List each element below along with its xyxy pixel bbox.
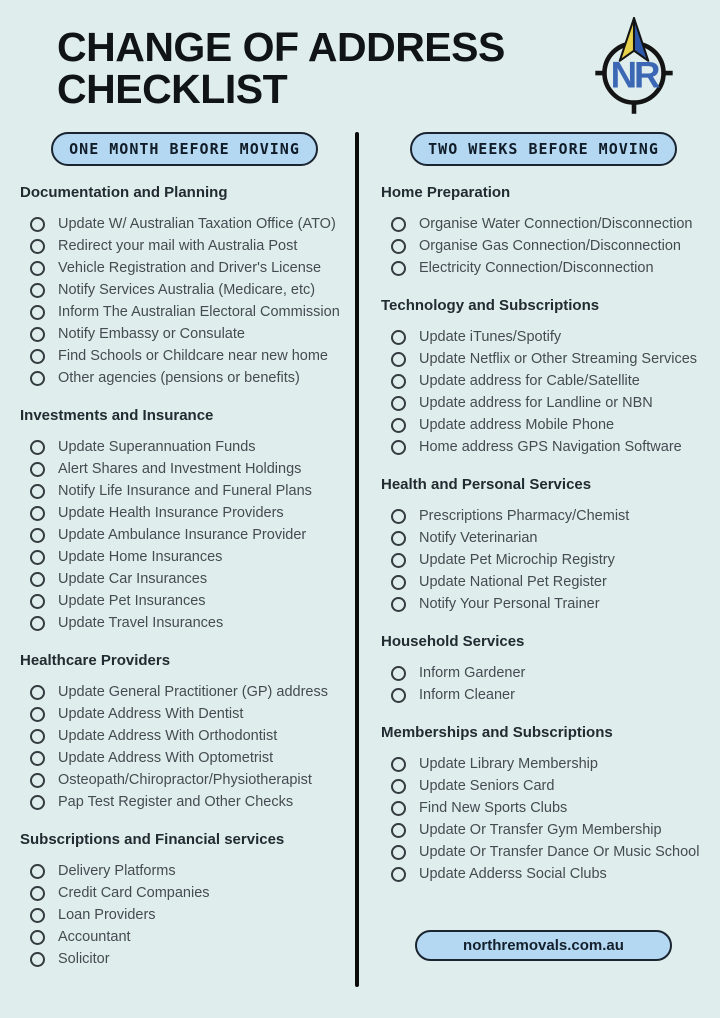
checklist-item-label: Pap Test Register and Other Checks (58, 794, 294, 810)
section-heading: Health and Personal Services (381, 476, 592, 493)
checklist-item (20, 860, 349, 882)
checkbox[interactable] (30, 795, 45, 810)
section-heading: Investments and Insurance (20, 407, 214, 424)
checklist-item-label: Loan Providers (58, 907, 156, 923)
checklist-item (20, 948, 349, 970)
checkbox[interactable] (30, 261, 45, 276)
checklist-item-label: Vehicle Registration and Driver's License (58, 260, 322, 276)
section (20, 813, 349, 970)
checklist-columns (0, 132, 720, 987)
nr-compass-logo (580, 14, 688, 126)
checklist-item (381, 841, 706, 863)
section (381, 279, 706, 458)
checkbox[interactable] (30, 864, 45, 879)
checklist-item-label: Update Address With Dentist (58, 706, 244, 722)
checklist-item-label: Credit Card Companies (58, 885, 210, 901)
checklist-item-label: Update Netflix or Other Streaming Services (419, 351, 698, 367)
checklist-item (381, 571, 706, 593)
checkbox[interactable] (30, 305, 45, 320)
checklist-item-label: Notify Your Personal Trainer (419, 596, 600, 612)
checklist-item-label: Update W/ Australian Taxation Office (ATO) (58, 216, 336, 232)
page-title: CHANGE OF ADDRESS CHECKLIST (57, 24, 505, 112)
checkbox[interactable] (391, 757, 406, 772)
checkbox[interactable] (30, 550, 45, 565)
checkbox[interactable] (30, 908, 45, 923)
checkbox[interactable] (391, 779, 406, 794)
checklist-item (20, 458, 349, 480)
checklist-item (20, 502, 349, 524)
checklist-item (381, 549, 706, 571)
checklist-item-label: Find New Sports Clubs (419, 800, 568, 816)
checklist-item (20, 367, 349, 389)
checkbox[interactable] (30, 751, 45, 766)
checklist-item (20, 257, 349, 279)
website-link[interactable]: northremovals.com.au (415, 930, 672, 961)
checklist-item (20, 436, 349, 458)
checkbox[interactable] (30, 371, 45, 386)
checklist-item-label: Notify Life Insurance and Funeral Plans (58, 483, 312, 499)
checklist-item-label: Update Pet Microchip Registry (419, 552, 615, 568)
checklist-item (20, 235, 349, 257)
checklist-item (20, 703, 349, 725)
checklist-item (20, 213, 349, 235)
checkbox[interactable] (391, 575, 406, 590)
checklist-item-label: Update Travel Insurances (58, 615, 224, 631)
checklist-item (20, 568, 349, 590)
checklist-item-label: Organise Water Connection/Disconnection (419, 216, 693, 232)
checkbox[interactable] (391, 239, 406, 254)
section (20, 166, 349, 389)
checklist-item (20, 791, 349, 813)
logo-monogram: NR (610, 54, 658, 96)
checklist-item (20, 681, 349, 703)
section-heading: Home Preparation (381, 184, 511, 201)
checklist-item-label: Inform Cleaner (419, 687, 515, 703)
checklist-item-label: Update address for Cable/Satellite (419, 373, 640, 389)
checkbox[interactable] (391, 509, 406, 524)
checklist-item (20, 904, 349, 926)
checklist-item (20, 769, 349, 791)
checklist-item (381, 414, 706, 436)
checkbox[interactable] (30, 506, 45, 521)
section-heading: Household Services (381, 633, 525, 650)
checklist-item (381, 684, 706, 706)
checklist-item-label: Update iTunes/Spotify (419, 329, 562, 345)
section-heading: Healthcare Providers (20, 652, 171, 669)
checklist-item (20, 480, 349, 502)
checkbox[interactable] (30, 327, 45, 342)
checklist-item-label: Update Or Transfer Gym Membership (419, 822, 662, 838)
checklist-item (381, 505, 706, 527)
checklist-item-label: Alert Shares and Investment Holdings (58, 461, 302, 477)
checklist-item (381, 753, 706, 775)
checklist-item (381, 662, 706, 684)
checklist-item (381, 819, 706, 841)
checklist-item-label: Update address Mobile Phone (419, 417, 615, 433)
checklist-item-label: Update Address With Optometrist (58, 750, 274, 766)
checklist-item-label: Redirect your mail with Australia Post (58, 238, 298, 254)
checklist-item-label: Update Address With Orthodontist (58, 728, 278, 744)
checkbox[interactable] (30, 707, 45, 722)
checkbox[interactable] (30, 217, 45, 232)
checklist-item-label: Prescriptions Pharmacy/Chemist (419, 508, 630, 524)
checklist-item-label: Update Library Membership (419, 756, 598, 772)
checkbox[interactable] (30, 349, 45, 364)
checklist-item-label: Home address GPS Navigation Software (419, 439, 682, 455)
section (20, 634, 349, 813)
checklist-item (20, 725, 349, 747)
checkbox[interactable] (391, 440, 406, 455)
section (381, 166, 706, 279)
checkbox[interactable] (391, 845, 406, 860)
checklist-item (20, 345, 349, 367)
checkbox[interactable] (391, 261, 406, 276)
checklist-item-label: Inform Gardener (419, 665, 526, 681)
checklist-item-label: Other agencies (pensions or benefits) (58, 370, 300, 386)
checklist-item-label: Update address for Landline or NBN (419, 395, 653, 411)
section (381, 706, 706, 885)
checkbox[interactable] (391, 330, 406, 345)
checklist-item-label: Notify Embassy or Consulate (58, 326, 245, 342)
checklist-item (381, 348, 706, 370)
checklist-item (381, 213, 706, 235)
checkbox[interactable] (30, 773, 45, 788)
badge-two-weeks-before-moving: TWO WEEKS BEFORE MOVING (410, 132, 677, 166)
checkbox[interactable] (30, 930, 45, 945)
checkbox[interactable] (30, 572, 45, 587)
checklist-item (381, 797, 706, 819)
checklist-item-label: Accountant (58, 929, 131, 945)
checklist-item (20, 926, 349, 948)
checklist-item-label: Update Health Insurance Providers (58, 505, 284, 521)
checklist-item-label: Notify Veterinarian (419, 530, 538, 546)
checklist-item-label: Delivery Platforms (58, 863, 176, 879)
section (20, 389, 349, 634)
checklist-item-label: Osteopath/Chiropractor/Physiotherapist (58, 772, 312, 788)
checklist-item (381, 436, 706, 458)
checkbox[interactable] (391, 688, 406, 703)
checklist-item-label: Update Seniors Card (419, 778, 555, 794)
checklist-item (381, 863, 706, 885)
checklist-item (20, 612, 349, 634)
checklist-item-label: Update Adderss Social Clubs (419, 866, 607, 882)
checkbox[interactable] (30, 462, 45, 477)
checklist-item (20, 546, 349, 568)
checklist-item (20, 747, 349, 769)
checklist-item (381, 593, 706, 615)
checkbox[interactable] (30, 239, 45, 254)
checklist-item-label: Inform The Australian Electoral Commission (58, 304, 340, 320)
checkbox[interactable] (30, 440, 45, 455)
checklist-item (381, 527, 706, 549)
checklist-item-label: Find Schools or Childcare near new home (58, 348, 328, 364)
checkbox[interactable] (391, 352, 406, 367)
checkbox[interactable] (391, 823, 406, 838)
checklist-item (20, 524, 349, 546)
checklist-item (20, 590, 349, 612)
checkbox[interactable] (391, 531, 406, 546)
section (381, 615, 706, 706)
checkbox[interactable] (391, 418, 406, 433)
checklist-item (381, 392, 706, 414)
checkbox[interactable] (30, 594, 45, 609)
checklist-item-label: Update Superannuation Funds (58, 439, 256, 455)
checkbox[interactable] (30, 484, 45, 499)
section (381, 458, 706, 615)
checklist-item (20, 301, 349, 323)
checkbox[interactable] (30, 528, 45, 543)
checkbox[interactable] (391, 217, 406, 232)
checklist-item-label: Update Or Transfer Dance Or Music School (419, 844, 700, 860)
checkbox[interactable] (391, 553, 406, 568)
section-heading: Technology and Subscriptions (381, 297, 600, 314)
section-heading: Documentation and Planning (20, 184, 228, 201)
checklist-item-label: Electricity Connection/Disconnection (419, 260, 654, 276)
checklist-item (20, 882, 349, 904)
checkbox[interactable] (391, 396, 406, 411)
checklist-item (20, 279, 349, 301)
checkbox[interactable] (30, 886, 45, 901)
checkbox[interactable] (391, 666, 406, 681)
badge-one-month-before-moving: ONE MONTH BEFORE MOVING (51, 132, 318, 166)
checklist-item-label: Update Ambulance Insurance Provider (58, 527, 307, 543)
checklist-item-label: Update Home Insurances (58, 549, 223, 565)
checkbox[interactable] (30, 616, 45, 631)
checklist-item (381, 257, 706, 279)
checkbox[interactable] (391, 374, 406, 389)
column-two-weeks (359, 132, 720, 987)
checkbox[interactable] (391, 597, 406, 612)
checkbox[interactable] (391, 801, 406, 816)
checkbox[interactable] (30, 952, 45, 967)
checklist-item (381, 370, 706, 392)
checklist-item-label: Update General Practitioner (GP) address (58, 684, 328, 700)
checkbox[interactable] (30, 729, 45, 744)
checkbox[interactable] (391, 867, 406, 882)
section-heading: Memberships and Subscriptions (381, 724, 613, 741)
checklist-item (381, 235, 706, 257)
checklist-item-label: Solicitor (58, 951, 110, 967)
checklist-item-label: Update Pet Insurances (58, 593, 206, 609)
checklist-item (381, 326, 706, 348)
checklist-item (381, 775, 706, 797)
checklist-item-label: Organise Gas Connection/Disconnection (419, 238, 681, 254)
checklist-item (20, 323, 349, 345)
checkbox[interactable] (30, 685, 45, 700)
checklist-item-label: Update National Pet Register (419, 574, 607, 590)
column-one-month (0, 132, 355, 987)
checkbox[interactable] (30, 283, 45, 298)
section-heading: Subscriptions and Financial services (20, 831, 285, 848)
checklist-item-label: Update Car Insurances (58, 571, 208, 587)
checklist-item-label: Notify Services Australia (Medicare, etc) (58, 282, 316, 298)
